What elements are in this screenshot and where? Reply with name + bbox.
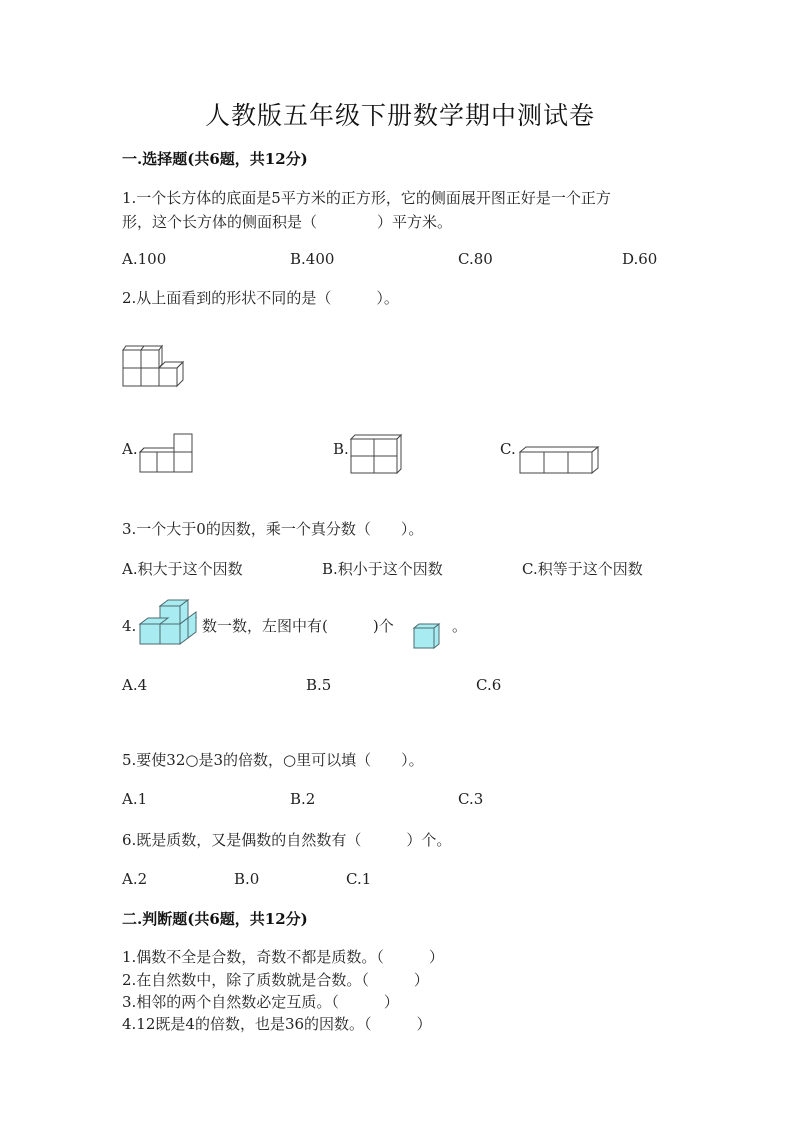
question-6: 6.既是质数，又是偶数的自然数有（ ）个。	[122, 831, 452, 849]
q3-option-b[interactable]: B.积小于这个因数	[322, 560, 443, 578]
q1-option-c[interactable]: C.80	[458, 250, 493, 268]
page-title: 人教版五年级下册数学期中测试卷	[204, 101, 595, 130]
q5-option-b[interactable]: B.2	[290, 790, 316, 808]
question-2: 2.从上面看到的形状不同的是（ ）。	[122, 289, 399, 307]
question-4-number: 4.	[122, 617, 137, 635]
q2-option-b[interactable]: B.	[333, 440, 349, 458]
q6-option-a[interactable]: A.2	[122, 870, 148, 888]
section-heading-judgement: 二.判断题(共6题，共12分)	[122, 910, 308, 928]
q6-option-c[interactable]: C.1	[346, 870, 372, 888]
q4-single-cube-icon	[412, 622, 442, 650]
q1-option-d[interactable]: D.60	[622, 250, 658, 268]
q2-option-c[interactable]: C.	[500, 440, 516, 458]
question-5: 5.要使32○是3的倍数，○里可以填（ ）。	[122, 751, 424, 769]
question-1-line-1: 1.一个长方体的底面是5平方米的正方形，它的侧面展开图正好是一个正方	[122, 189, 611, 207]
q2-option-a-figure[interactable]	[138, 432, 198, 476]
q1-option-a[interactable]: A.100	[122, 250, 167, 268]
section-heading-choice: 一.选择题(共6题，共12分)	[122, 150, 308, 168]
judgement-3: 3.相邻的两个自然数必定互质。（ ）	[122, 993, 399, 1011]
q2-option-a[interactable]: A.	[122, 440, 138, 458]
question-4-suffix: 。	[452, 617, 468, 635]
q5-option-c[interactable]: C.3	[458, 790, 484, 808]
judgement-4: 4.12既是4的倍数，也是36的因数。（ ）	[122, 1015, 432, 1033]
q5-option-a[interactable]: A.1	[122, 790, 148, 808]
q2-option-c-figure[interactable]	[518, 444, 602, 476]
q3-option-a[interactable]: A.积大于这个因数	[122, 560, 243, 578]
q1-option-b[interactable]: B.400	[290, 250, 335, 268]
question-3: 3.一个大于0的因数，乘一个真分数（ ）。	[122, 520, 424, 538]
judgement-2: 2.在自然数中，除了质数就是合数。（ ）	[122, 971, 429, 989]
q3-option-c[interactable]: C.积等于这个因数	[522, 560, 643, 578]
q4-option-c[interactable]: C.6	[476, 676, 502, 694]
question-1-line-2: 形，这个长方体的侧面积是（ ）平方米。	[122, 213, 453, 231]
q2-option-b-figure[interactable]	[348, 433, 406, 475]
q4-cube-stack-figure	[138, 598, 204, 650]
q2-cube-stack-figure	[120, 344, 190, 390]
q6-option-b[interactable]: B.0	[234, 870, 260, 888]
question-4-text: 数一数，左图中有( )个	[202, 617, 394, 635]
q4-option-a[interactable]: A.4	[122, 676, 148, 694]
judgement-1: 1.偶数不全是合数，奇数不都是质数。（ ）	[122, 948, 444, 966]
q4-option-b[interactable]: B.5	[306, 676, 332, 694]
